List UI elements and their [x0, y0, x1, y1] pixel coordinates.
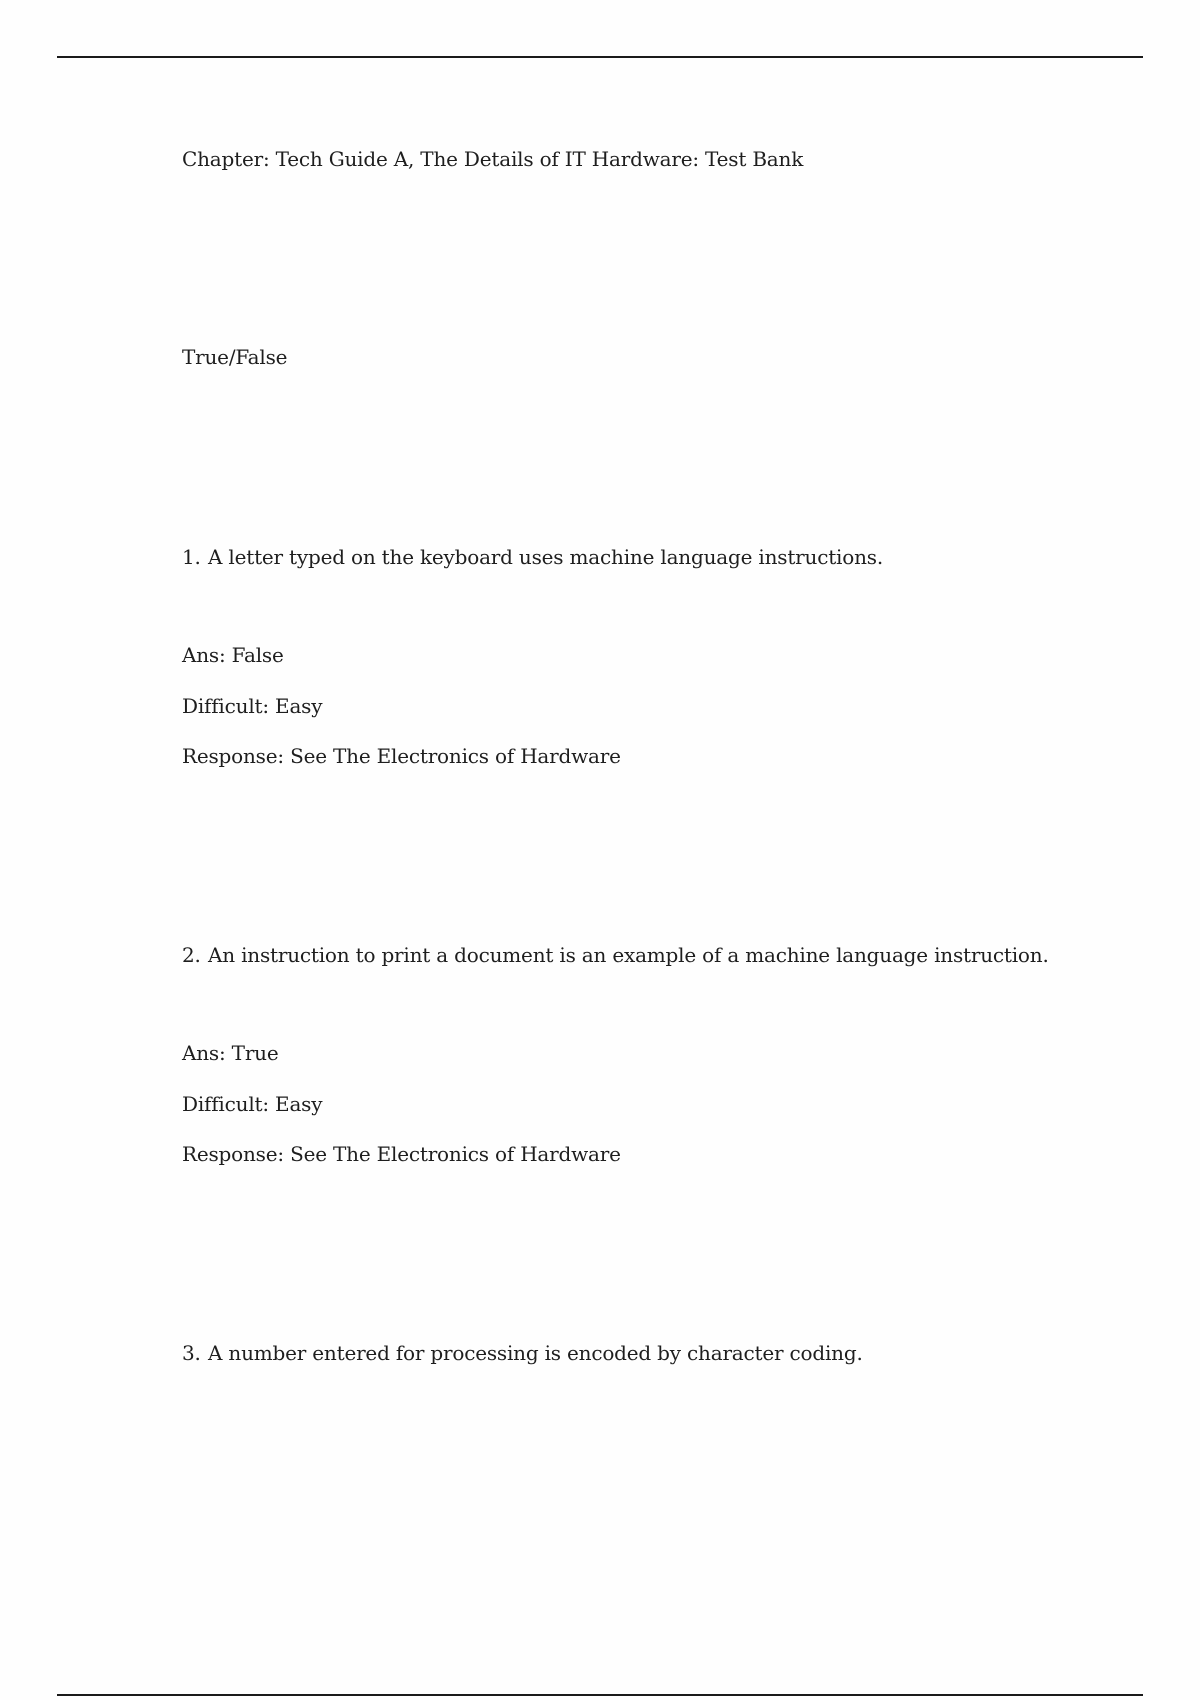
header-rule — [57, 56, 1143, 58]
question-number: 3. — [182, 1341, 201, 1365]
question-number: 2. — [182, 943, 201, 967]
difficulty-2: Difficult: Easy — [182, 1092, 323, 1116]
question-number: 1. — [182, 545, 201, 569]
question-2 — [182, 942, 1049, 968]
question-text: An instruction to print a document is an example of a machine language instruction. — [208, 943, 1049, 967]
question-1 — [182, 544, 883, 570]
response-1: Response: See The Electronics of Hardware — [182, 744, 621, 768]
difficulty-1: Difficult: Easy — [182, 694, 323, 718]
chapter-title: Chapter: Tech Guide A, The Details of IT Hardware: Test Bank — [182, 147, 804, 171]
question-3 — [182, 1340, 863, 1366]
response-2: Response: See The Electronics of Hardware — [182, 1142, 621, 1166]
footer-rule — [57, 1694, 1143, 1696]
answer-1: Ans: False — [182, 643, 284, 667]
question-text: A letter typed on the keyboard uses machine language instructions. — [208, 545, 883, 569]
section-heading: True/False — [182, 345, 288, 369]
answer-2: Ans: True — [182, 1041, 279, 1065]
question-text: A number entered for processing is encoded by character coding. — [208, 1341, 863, 1365]
